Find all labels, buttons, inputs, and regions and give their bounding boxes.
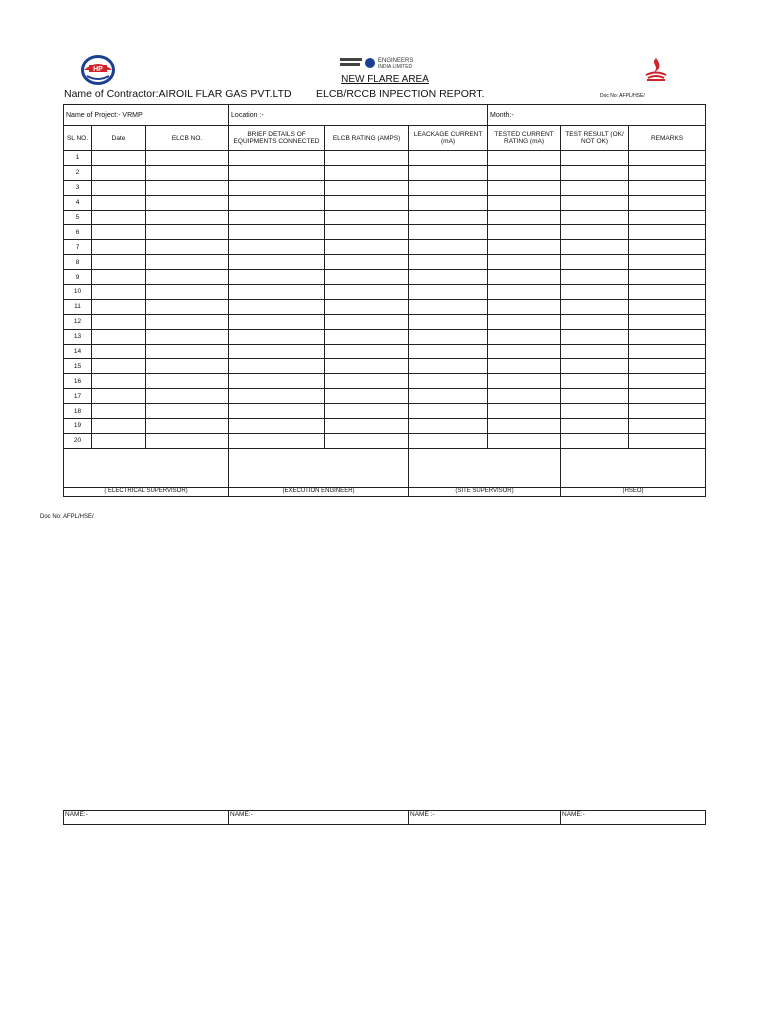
table-row [64,433,706,448]
row-number: 19 [64,419,92,434]
table-cell[interactable] [92,374,146,389]
table-cell[interactable] [229,180,325,195]
table-cell[interactable] [488,389,561,404]
table-cell[interactable] [629,419,706,434]
table-cell[interactable] [146,210,229,225]
table-cell[interactable] [92,419,146,434]
table-cell[interactable] [146,165,229,180]
table-cell[interactable] [488,151,561,166]
project-cell: Name of Project:- VRMP [64,105,229,126]
table-cell[interactable] [92,151,146,166]
contractor-name: Name of Contractor:AIROIL FLAR GAS PVT.LTD [64,88,292,100]
names-table [63,810,706,825]
table-cell[interactable] [92,180,146,195]
table-cell[interactable] [409,314,488,329]
table-cell[interactable] [561,240,629,255]
table-cell[interactable] [561,270,629,285]
table-cell[interactable] [488,433,561,448]
table-cell[interactable] [409,195,488,210]
table-cell[interactable] [561,225,629,240]
table-row [64,210,706,225]
table-cell[interactable] [92,285,146,300]
table-cell[interactable] [488,210,561,225]
table-cell[interactable] [325,344,409,359]
row-number: 8 [64,255,92,270]
signature-label-electrical: ( ELECTRICAL SUPERVISOR) [64,487,229,496]
table-cell[interactable] [409,374,488,389]
table-cell[interactable] [629,299,706,314]
table-row [64,255,706,270]
table-cell[interactable] [488,270,561,285]
table-row [64,389,706,404]
table-cell[interactable] [629,195,706,210]
table-cell[interactable] [325,240,409,255]
data-rows [64,151,706,449]
table-cell[interactable] [325,270,409,285]
table-cell[interactable] [409,151,488,166]
table-cell[interactable] [92,270,146,285]
table-cell[interactable] [488,419,561,434]
col-header-test-result: TEST RESULT (OK/ NOT OK) [561,126,629,151]
col-header-sl: SL NO. [64,126,92,151]
doc-number-bottom: Doc No: AFPL/HSE/ [40,514,94,520]
table-cell[interactable] [488,285,561,300]
table-cell[interactable] [561,404,629,419]
table-cell[interactable] [146,404,229,419]
table-cell[interactable] [229,419,325,434]
table-cell[interactable] [409,165,488,180]
table-cell[interactable] [409,180,488,195]
table-cell[interactable] [629,180,706,195]
header-row [64,126,706,151]
signature-row [64,448,706,487]
table-cell[interactable] [146,299,229,314]
table-cell[interactable] [229,285,325,300]
table-cell[interactable] [561,210,629,225]
table-row [64,285,706,300]
table-cell[interactable] [488,165,561,180]
table-cell[interactable] [561,433,629,448]
report-title: ELCB/RCCB INPECTION REPORT. [316,88,485,100]
table-cell[interactable] [325,374,409,389]
table-cell[interactable] [92,255,146,270]
table-cell[interactable] [146,344,229,359]
row-number: 9 [64,270,92,285]
table-cell[interactable] [409,285,488,300]
meta-row [64,105,706,126]
table-row [64,419,706,434]
table-cell[interactable] [629,225,706,240]
row-number: 2 [64,165,92,180]
table-row [64,225,706,240]
table-cell[interactable] [92,210,146,225]
table-cell[interactable] [229,255,325,270]
table-cell[interactable] [92,344,146,359]
table-cell[interactable] [146,151,229,166]
table-cell[interactable] [409,225,488,240]
table-cell[interactable] [409,299,488,314]
table-cell[interactable] [229,151,325,166]
row-number: 3 [64,180,92,195]
table-cell[interactable] [229,270,325,285]
table-cell[interactable] [629,374,706,389]
table-cell[interactable] [229,299,325,314]
names-row [64,811,706,825]
signature-label-hseo: (HSEO) [561,487,706,496]
table-row [64,359,706,374]
table-cell[interactable] [561,314,629,329]
table-cell[interactable] [146,195,229,210]
row-number: 15 [64,359,92,374]
table-cell[interactable] [146,225,229,240]
table-cell[interactable] [92,314,146,329]
col-header-details: BRIEF DETAILS OF EQUIPMENTS CONNECTED [229,126,325,151]
table-cell[interactable] [229,433,325,448]
table-cell[interactable] [146,285,229,300]
table-row [64,374,706,389]
table-cell[interactable] [561,359,629,374]
table-cell[interactable] [325,195,409,210]
flame-logo [640,56,672,82]
name-field-electrical[interactable]: NAME:- [64,811,229,825]
table-cell[interactable] [146,419,229,434]
table-cell[interactable] [629,314,706,329]
table-cell[interactable] [488,314,561,329]
signature-label-execution: (EXECUTION ENGINEER) [229,487,409,496]
table-row [64,270,706,285]
hp-logo [80,54,116,86]
table-cell[interactable] [488,240,561,255]
signature-box-hseo[interactable] [561,448,706,487]
table-cell[interactable] [229,240,325,255]
table-cell[interactable] [146,270,229,285]
table-cell[interactable] [629,165,706,180]
table-row [64,404,706,419]
table-cell[interactable] [92,404,146,419]
row-number: 1 [64,151,92,166]
table-cell[interactable] [325,225,409,240]
table-cell[interactable] [146,433,229,448]
table-cell[interactable] [409,255,488,270]
table-cell[interactable] [409,240,488,255]
table-row [64,240,706,255]
table-cell[interactable] [409,433,488,448]
table-cell[interactable] [409,389,488,404]
table-cell[interactable] [325,314,409,329]
col-header-remarks: REMARKS [629,126,706,151]
row-number: 20 [64,433,92,448]
table-cell[interactable] [488,225,561,240]
table-cell[interactable] [229,210,325,225]
svg-text:ENGINEERS: ENGINEERS [378,58,414,64]
table-cell[interactable] [629,359,706,374]
name-field-hseo[interactable]: NAME:- [561,811,706,825]
table-cell[interactable] [561,255,629,270]
table-cell[interactable] [629,210,706,225]
row-number: 4 [64,195,92,210]
table-row [64,195,706,210]
table-cell[interactable] [146,180,229,195]
table-cell[interactable] [229,225,325,240]
table-row [64,344,706,359]
month-cell: Month:- [488,105,706,126]
table-cell[interactable] [409,404,488,419]
table-cell[interactable] [325,285,409,300]
table-cell[interactable] [409,344,488,359]
table-row [64,299,706,314]
table-cell[interactable] [488,299,561,314]
table-row [64,151,706,166]
location-cell: Location :- [229,105,488,126]
row-number: 18 [64,404,92,419]
table-cell[interactable] [92,329,146,344]
table-cell[interactable] [561,151,629,166]
table-cell[interactable] [629,433,706,448]
row-number: 17 [64,389,92,404]
table-cell[interactable] [325,151,409,166]
table-cell[interactable] [229,314,325,329]
table-cell[interactable] [629,344,706,359]
signature-box-site[interactable] [409,448,561,487]
doc-number-top: Doc No: AFPL/HSE/ [600,93,645,99]
table-cell[interactable] [229,404,325,419]
table-cell[interactable] [561,299,629,314]
signature-label-row [64,487,706,496]
table-cell[interactable] [629,404,706,419]
table-cell[interactable] [629,285,706,300]
table-cell[interactable] [488,404,561,419]
table-cell[interactable] [325,180,409,195]
table-cell[interactable] [561,374,629,389]
table-row [64,165,706,180]
row-number: 10 [64,285,92,300]
col-header-leakage: LEACKAGE CURRENT (mA) [409,126,488,151]
inspection-table [63,104,706,497]
table-cell[interactable] [325,210,409,225]
table-cell[interactable] [325,404,409,419]
table-cell[interactable] [409,329,488,344]
table-cell[interactable] [488,359,561,374]
row-number: 7 [64,240,92,255]
table-cell[interactable] [229,374,325,389]
table-cell[interactable] [561,195,629,210]
table-cell[interactable] [561,389,629,404]
engineers-india-logo [338,54,448,74]
table-cell[interactable] [325,433,409,448]
table-cell[interactable] [146,314,229,329]
table-cell[interactable] [229,329,325,344]
table-cell[interactable] [561,344,629,359]
table-cell[interactable] [229,389,325,404]
table-cell[interactable] [92,433,146,448]
row-number: 14 [64,344,92,359]
table-cell[interactable] [325,299,409,314]
signature-box-electrical[interactable] [64,448,229,487]
area-subtitle: NEW FLARE AREA [341,74,429,85]
row-number: 6 [64,225,92,240]
table-cell[interactable] [146,240,229,255]
table-cell[interactable] [409,270,488,285]
row-number: 12 [64,314,92,329]
table-row [64,180,706,195]
table-cell[interactable] [325,359,409,374]
row-number: 13 [64,329,92,344]
col-header-rating: ELCB RATING (AMPS) [325,126,409,151]
table-cell[interactable] [146,374,229,389]
table-cell[interactable] [629,151,706,166]
table-cell[interactable] [629,255,706,270]
col-header-tested-current: TESTED CURRENT RATING (mA) [488,126,561,151]
col-header-date: Date [92,126,146,151]
table-cell[interactable] [229,195,325,210]
table-cell[interactable] [92,165,146,180]
svg-text:INDIA LIMITED: INDIA LIMITED [378,64,413,70]
table-cell[interactable] [92,240,146,255]
table-cell[interactable] [325,255,409,270]
table-cell[interactable] [146,389,229,404]
table-cell[interactable] [325,389,409,404]
table-cell[interactable] [488,344,561,359]
table-cell[interactable] [561,419,629,434]
table-cell[interactable] [229,344,325,359]
table-cell[interactable] [92,359,146,374]
table-cell[interactable] [92,299,146,314]
table-cell[interactable] [561,329,629,344]
row-number: 11 [64,299,92,314]
table-cell[interactable] [488,180,561,195]
table-cell[interactable] [146,255,229,270]
table-cell[interactable] [325,165,409,180]
table-cell[interactable] [409,359,488,374]
table-row [64,329,706,344]
table-cell[interactable] [629,329,706,344]
signature-label-site: (SITE SUPERVISOR) [409,487,561,496]
table-cell[interactable] [629,270,706,285]
table-cell[interactable] [488,195,561,210]
table-cell[interactable] [409,210,488,225]
table-cell[interactable] [325,419,409,434]
table-cell[interactable] [488,329,561,344]
name-field-site[interactable]: NAME :- [409,811,561,825]
table-cell[interactable] [92,195,146,210]
table-cell[interactable] [325,329,409,344]
col-header-elcb-no: ELCB NO. [146,126,229,151]
table-cell[interactable] [561,180,629,195]
row-number: 16 [64,374,92,389]
table-cell[interactable] [146,359,229,374]
table-row [64,314,706,329]
svg-text:HP: HP [93,66,103,73]
table-cell[interactable] [409,419,488,434]
table-cell[interactable] [229,359,325,374]
signature-box-execution[interactable] [229,448,409,487]
table-cell[interactable] [92,225,146,240]
row-number: 5 [64,210,92,225]
name-field-execution[interactable]: NAME:- [229,811,409,825]
table-cell[interactable] [92,389,146,404]
table-cell[interactable] [561,165,629,180]
table-cell[interactable] [488,374,561,389]
table-cell[interactable] [629,389,706,404]
table-cell[interactable] [488,255,561,270]
table-cell[interactable] [561,285,629,300]
table-cell[interactable] [629,240,706,255]
table-cell[interactable] [146,329,229,344]
table-cell[interactable] [229,165,325,180]
